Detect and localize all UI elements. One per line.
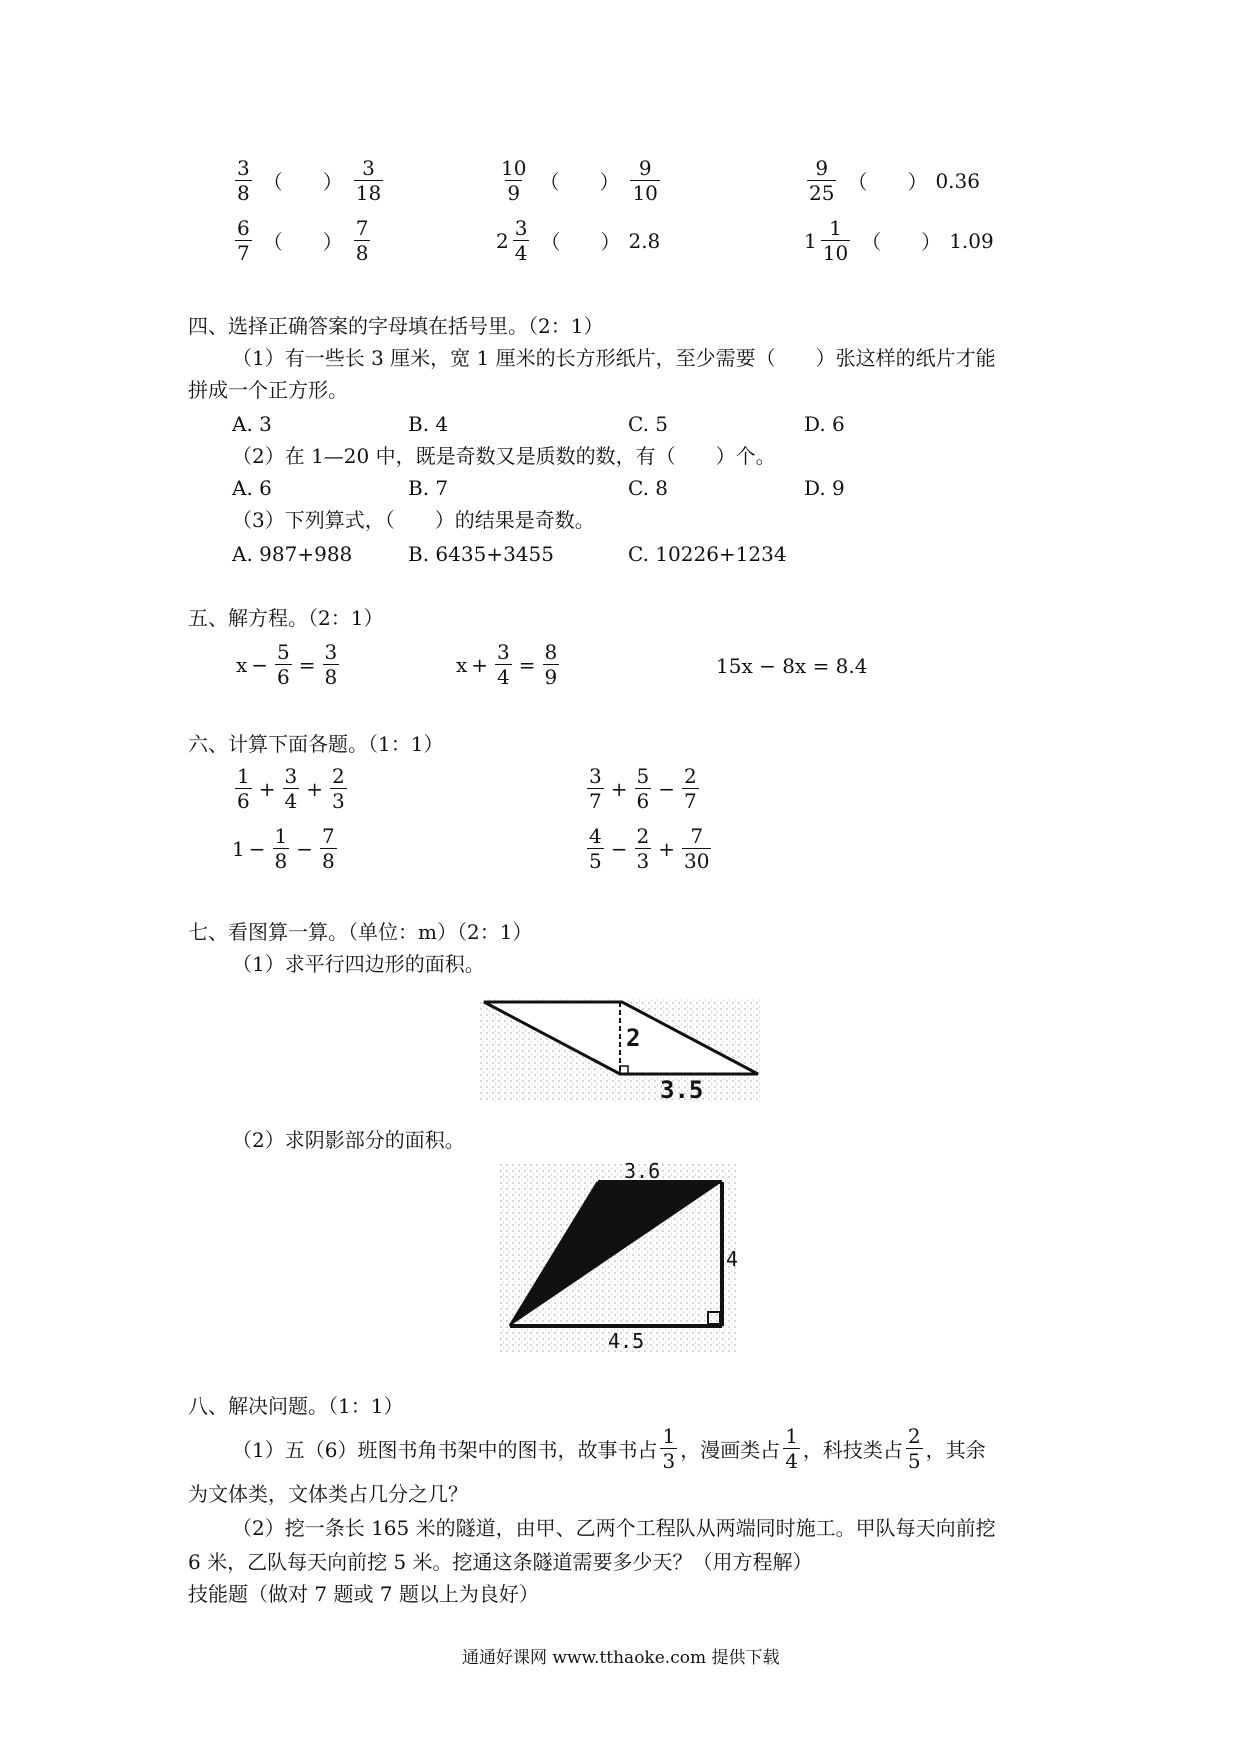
compare-row-1c [804, 156, 980, 205]
text: （1）五（6）班图书角书架中的图书，故事书占 [232, 1438, 658, 1462]
compare-row-1b [496, 156, 663, 205]
fraction: $\frac{1}{4}$ [785, 1424, 798, 1473]
s4-q3-option-b[interactable]: B. 6435+3455 [408, 542, 554, 566]
s8-question-2-line1: （2）挖一条长 165 米的隧道，由甲、乙两个工程队从两端同时施工。甲队每天向前挖 [232, 1516, 996, 1540]
mixed-number: 1 $\frac{1}{10}$ [804, 216, 849, 265]
fraction: $\frac{2}{5}$ [907, 1424, 921, 1473]
s8-question-1-line1 [232, 1424, 986, 1473]
s4-q1-option-a[interactable]: A. 3 [232, 412, 272, 436]
skill-note: 技能题（做对 7 题或 7 题以上为良好） [188, 1582, 539, 1606]
s7-question-1: （1）求平行四边形的面积。 [232, 952, 485, 976]
s4-question-2: （2）在 1—20 中，既是奇数又是质数的数，有（ ）个。 [232, 444, 776, 468]
answer-blank[interactable]: （ ） [262, 230, 343, 254]
fraction: $\frac{4}{5}$ [589, 824, 602, 873]
answer-blank[interactable]: （ ） [262, 170, 343, 194]
operator: − [658, 776, 675, 801]
fraction: $\frac{1}{8}$ [274, 824, 288, 873]
calc-problem-1 [232, 764, 350, 813]
section-4-title: 四、选择正确答案的字母填在括号里。（2：1） [188, 314, 604, 338]
fraction: $\frac{3}{4}$ [497, 640, 510, 689]
s4-q1-option-c[interactable]: C. 5 [628, 412, 669, 436]
equals-sign: = [518, 652, 536, 677]
decimal-value: 0.36 [935, 168, 980, 193]
s8-question-1-line2: 为文体类，文体类占几分之几？ [188, 1482, 468, 1506]
fraction: $\frac{3}{7}$ [589, 764, 602, 813]
s4-q3-option-c[interactable]: C. 10226+1234 [628, 542, 787, 566]
s4-q1-option-d[interactable]: D. 6 [804, 412, 845, 436]
compare-row-2c [804, 216, 994, 265]
s4-q2-option-b[interactable]: B. 7 [408, 476, 449, 500]
base-label: 3.5 [660, 1076, 704, 1104]
s7-question-2: （2）求阴影部分的面积。 [232, 1128, 465, 1152]
bottom-label: 4.5 [608, 1329, 645, 1353]
fraction: $\frac{2}{3}$ [636, 824, 650, 873]
fraction: $\frac{9}{10}$ [632, 156, 658, 205]
operator: + [471, 652, 489, 677]
text: ，科技类占 [802, 1438, 903, 1462]
section-8-title: 八、解决问题。（1：1） [188, 1394, 404, 1418]
fraction: $\frac{3}{18}$ [355, 156, 382, 205]
s4-q1-option-b[interactable]: B. 4 [408, 412, 449, 436]
section-6-title: 六、计算下面各题。（1：1） [188, 732, 444, 756]
s8-question-2-line2: 6 米，乙队每天向前挖 5 米。挖通这条隧道需要多少天？（用方程解） [188, 1550, 813, 1574]
calc-problem-3 [232, 824, 340, 873]
operator: + [610, 776, 628, 801]
fraction: $\frac{2}{7}$ [684, 764, 697, 813]
decimal-value: 1.09 [949, 228, 994, 253]
fraction: $\frac{9}{25}$ [809, 156, 835, 205]
section-7-title: 七、看图算一算。（单位：m）（2：1） [188, 920, 533, 944]
side-label: 4 [726, 1247, 739, 1271]
answer-blank[interactable]: （ ） [540, 230, 621, 254]
fraction: $\frac{5}{6}$ [277, 640, 290, 689]
answer-blank[interactable]: （ ） [861, 230, 942, 254]
compare-row-2b [496, 216, 660, 265]
top-label: 3.6 [624, 1159, 661, 1183]
operator: + [306, 776, 323, 801]
equation-2 [456, 640, 562, 689]
operator: − [251, 652, 269, 677]
fraction: $\frac{7}{8}$ [355, 216, 369, 265]
fraction: $\frac{8}{9}$ [544, 640, 558, 689]
fraction: $\frac{10}{9}$ [501, 156, 527, 205]
height-label: 2 [626, 1024, 641, 1052]
fraction: $\frac{7}{30}$ [684, 824, 710, 873]
s4-question-3: （3）下列算式，（ ）的结果是奇数。 [232, 508, 595, 532]
section-5-title: 五、解方程。（2：1） [188, 606, 384, 630]
calc-problem-2 [584, 764, 702, 813]
fraction: $\frac{3}{4}$ [284, 764, 298, 813]
s4-q2-option-a[interactable]: A. 6 [232, 476, 272, 500]
fraction: $\frac{1}{3}$ [662, 1424, 676, 1473]
text: ，其余 [925, 1438, 986, 1462]
parallelogram-figure [480, 990, 760, 1110]
variable: x [456, 652, 468, 677]
s4-question-1-line2: 拼成一个正方形。 [188, 378, 348, 402]
equals-sign: = [298, 652, 316, 677]
compare-row-1a [232, 156, 386, 205]
answer-blank[interactable]: （ ） [847, 170, 928, 194]
fraction: $\frac{3}{8}$ [324, 640, 338, 689]
fraction: $\frac{1}{6}$ [237, 764, 250, 813]
s4-q2-option-d[interactable]: D. 9 [804, 476, 845, 500]
operator: + [658, 836, 675, 861]
operator: − [248, 836, 266, 861]
shaded-triangle-figure [500, 1159, 739, 1353]
s4-q2-option-c[interactable]: C. 8 [628, 476, 669, 500]
fraction: $\frac{7}{8}$ [322, 824, 335, 873]
s4-question-1-line1: （1）有一些长 3 厘米，宽 1 厘米的长方形纸片，至少需要（ ）张这样的纸片才能 [232, 346, 996, 370]
fraction: $\frac{2}{3}$ [332, 764, 345, 813]
mixed-number: 2 $\frac{3}{4}$ [496, 216, 528, 265]
fraction: $\frac{5}{6}$ [636, 764, 650, 813]
operator: − [610, 836, 628, 861]
operator: − [296, 836, 313, 861]
operator: + [258, 776, 276, 801]
text: ，漫画类占 [680, 1438, 781, 1462]
equation-3: 15x − 8x = 8.4 [716, 654, 868, 678]
fraction: $\frac{6}{7}$ [237, 216, 250, 265]
fraction: $\frac{3}{8}$ [237, 156, 250, 205]
decimal-value: 2.8 [628, 228, 661, 253]
equation-1 [236, 640, 342, 689]
variable: x [236, 652, 248, 677]
footer: 通通好课网 www.tthaoke.com 提供下载 [462, 1648, 780, 1668]
calc-problem-4 [584, 824, 714, 873]
s4-q3-option-a[interactable]: A. 987+988 [232, 542, 353, 566]
compare-row-2a [232, 216, 373, 265]
answer-blank[interactable]: （ ） [539, 170, 620, 194]
whole-number: 1 [232, 836, 245, 861]
